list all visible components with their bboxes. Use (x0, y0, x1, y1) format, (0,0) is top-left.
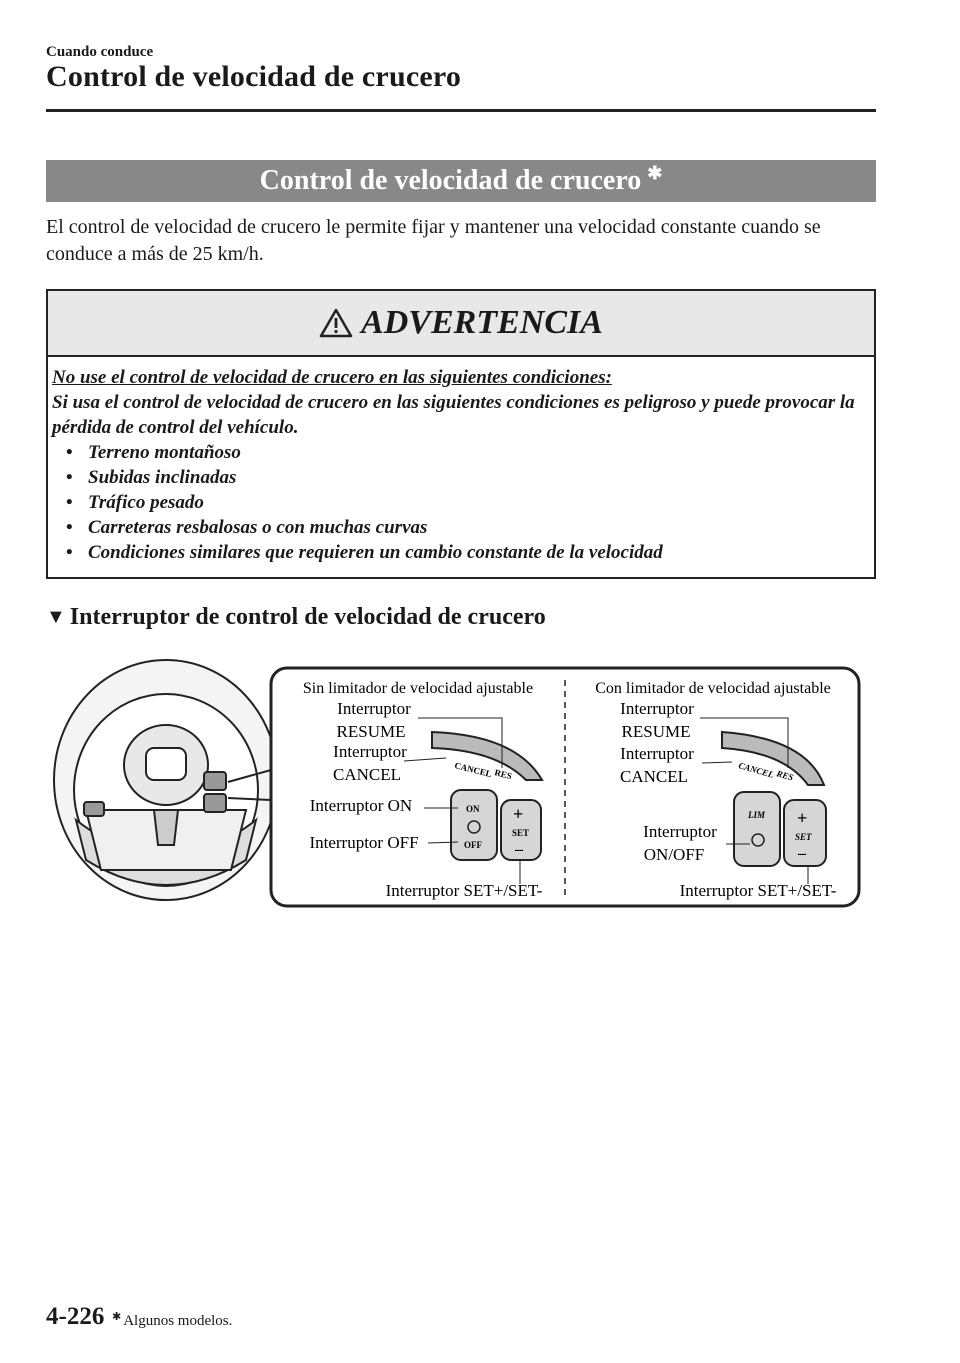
steering-wheel-illustration (54, 660, 278, 900)
right-set-label: Interruptor SET+/SET- (679, 881, 837, 900)
footer-note (112, 1313, 232, 1330)
left-resume-label-line2: RESUME (336, 722, 406, 741)
list-item-text: Carreteras resbalosas o con muchas curvas (88, 517, 428, 538)
list-item (62, 465, 868, 490)
bullet-icon: • (66, 492, 73, 513)
left-btn-minus-text: – (515, 841, 523, 858)
left-cancel-label-line1: Interruptor (333, 742, 407, 761)
left-set-label: Interruptor SET+/SET- (385, 881, 543, 900)
left-cancel-label-line2: CANCEL (333, 765, 401, 784)
right-btn-set-text: SET (795, 832, 812, 842)
intro-paragraph: El control de velocidad de crucero le permite fijar y mantener una velocidad constante cuando se conduce a más de 25 km/h. (46, 216, 821, 265)
subsection-title: Interruptor de control de velocidad de crucero (69, 604, 546, 630)
left-btn-plus-text: + (513, 804, 524, 824)
optional-feature-star-icon: ✱ (647, 162, 663, 183)
right-btn-minus-text: – (798, 845, 806, 862)
bullet-icon: • (66, 467, 73, 488)
right-onoff-label-line2: ON/OFF (643, 845, 705, 864)
right-caption: Con limitador de velocidad ajustable (595, 680, 831, 697)
left-caption: Sin limitador de velocidad ajustable (302, 680, 534, 697)
page-title: Control de velocidad de crucero (46, 60, 462, 93)
right-btn-res-text: RES (775, 768, 795, 783)
section-label: Cuando conduce (46, 44, 154, 60)
bullet-icon: • (66, 442, 73, 463)
right-onoff-label-line1: Interruptor (643, 822, 717, 841)
optional-feature-star-icon: ✱ (112, 1311, 122, 1323)
list-item-text: Condiciones similares que requieren un cambio constante de la velocidad (88, 542, 663, 563)
right-btn-cancel-text: CANCEL (737, 760, 775, 780)
footer-note-text: Algunos modelos. (123, 1313, 233, 1329)
left-btn-on-text: ON (466, 804, 480, 814)
section-title: Control de velocidad de crucero (259, 165, 642, 196)
left-btn-set-text: SET (512, 828, 530, 838)
left-on-label: Interruptor ON (309, 796, 413, 815)
page-number: 4-226 (46, 1303, 105, 1330)
list-item-text: Terreno montañoso (88, 442, 241, 463)
cruise-control-switch-diagram (46, 640, 876, 930)
list-item-text: Tráfico pesado (88, 492, 204, 513)
warning-list (52, 440, 868, 565)
left-resume-label-line1: Interruptor (337, 699, 411, 718)
left-btn-res-text: RES (493, 767, 513, 782)
list-item (62, 515, 868, 540)
bullet-icon: • (66, 517, 73, 538)
right-btn-lim-text: LIM (748, 810, 766, 820)
warning-text: Si usa el control de velocidad de crucero en las siguientes condiciones es peligroso y puede provocar la pérdida de control del vehículo. (52, 392, 855, 438)
warning-title: ADVERTENCIA (361, 304, 603, 341)
right-btn-plus-text: + (797, 808, 808, 828)
list-item (62, 540, 868, 565)
warning-box (46, 289, 876, 579)
warning-body (52, 365, 868, 565)
heading-divider (46, 109, 876, 112)
right-resume-label-line1: Interruptor (620, 699, 694, 718)
left-btn-cancel-text: CANCEL (453, 760, 493, 780)
right-cancel-label-line2: CANCEL (620, 767, 688, 786)
right-resume-label-line2: RESUME (621, 722, 691, 741)
list-item (62, 440, 868, 465)
triangle-marker-icon: ▼ (46, 606, 66, 628)
section-title-bar (46, 160, 876, 202)
left-btn-off-text: OFF (464, 840, 482, 850)
left-off-label: Interruptor OFF (309, 833, 419, 852)
warning-triangle-icon (319, 308, 353, 338)
list-item-text: Subidas inclinadas (88, 467, 237, 488)
subsection-heading (46, 604, 546, 631)
list-item (62, 490, 868, 515)
right-cancel-label-line1: Interruptor (620, 744, 694, 763)
warning-lead: No use el control de velocidad de crucero en las siguientes condiciones: (52, 367, 612, 388)
warning-header (48, 291, 874, 357)
bullet-icon: • (66, 542, 73, 563)
